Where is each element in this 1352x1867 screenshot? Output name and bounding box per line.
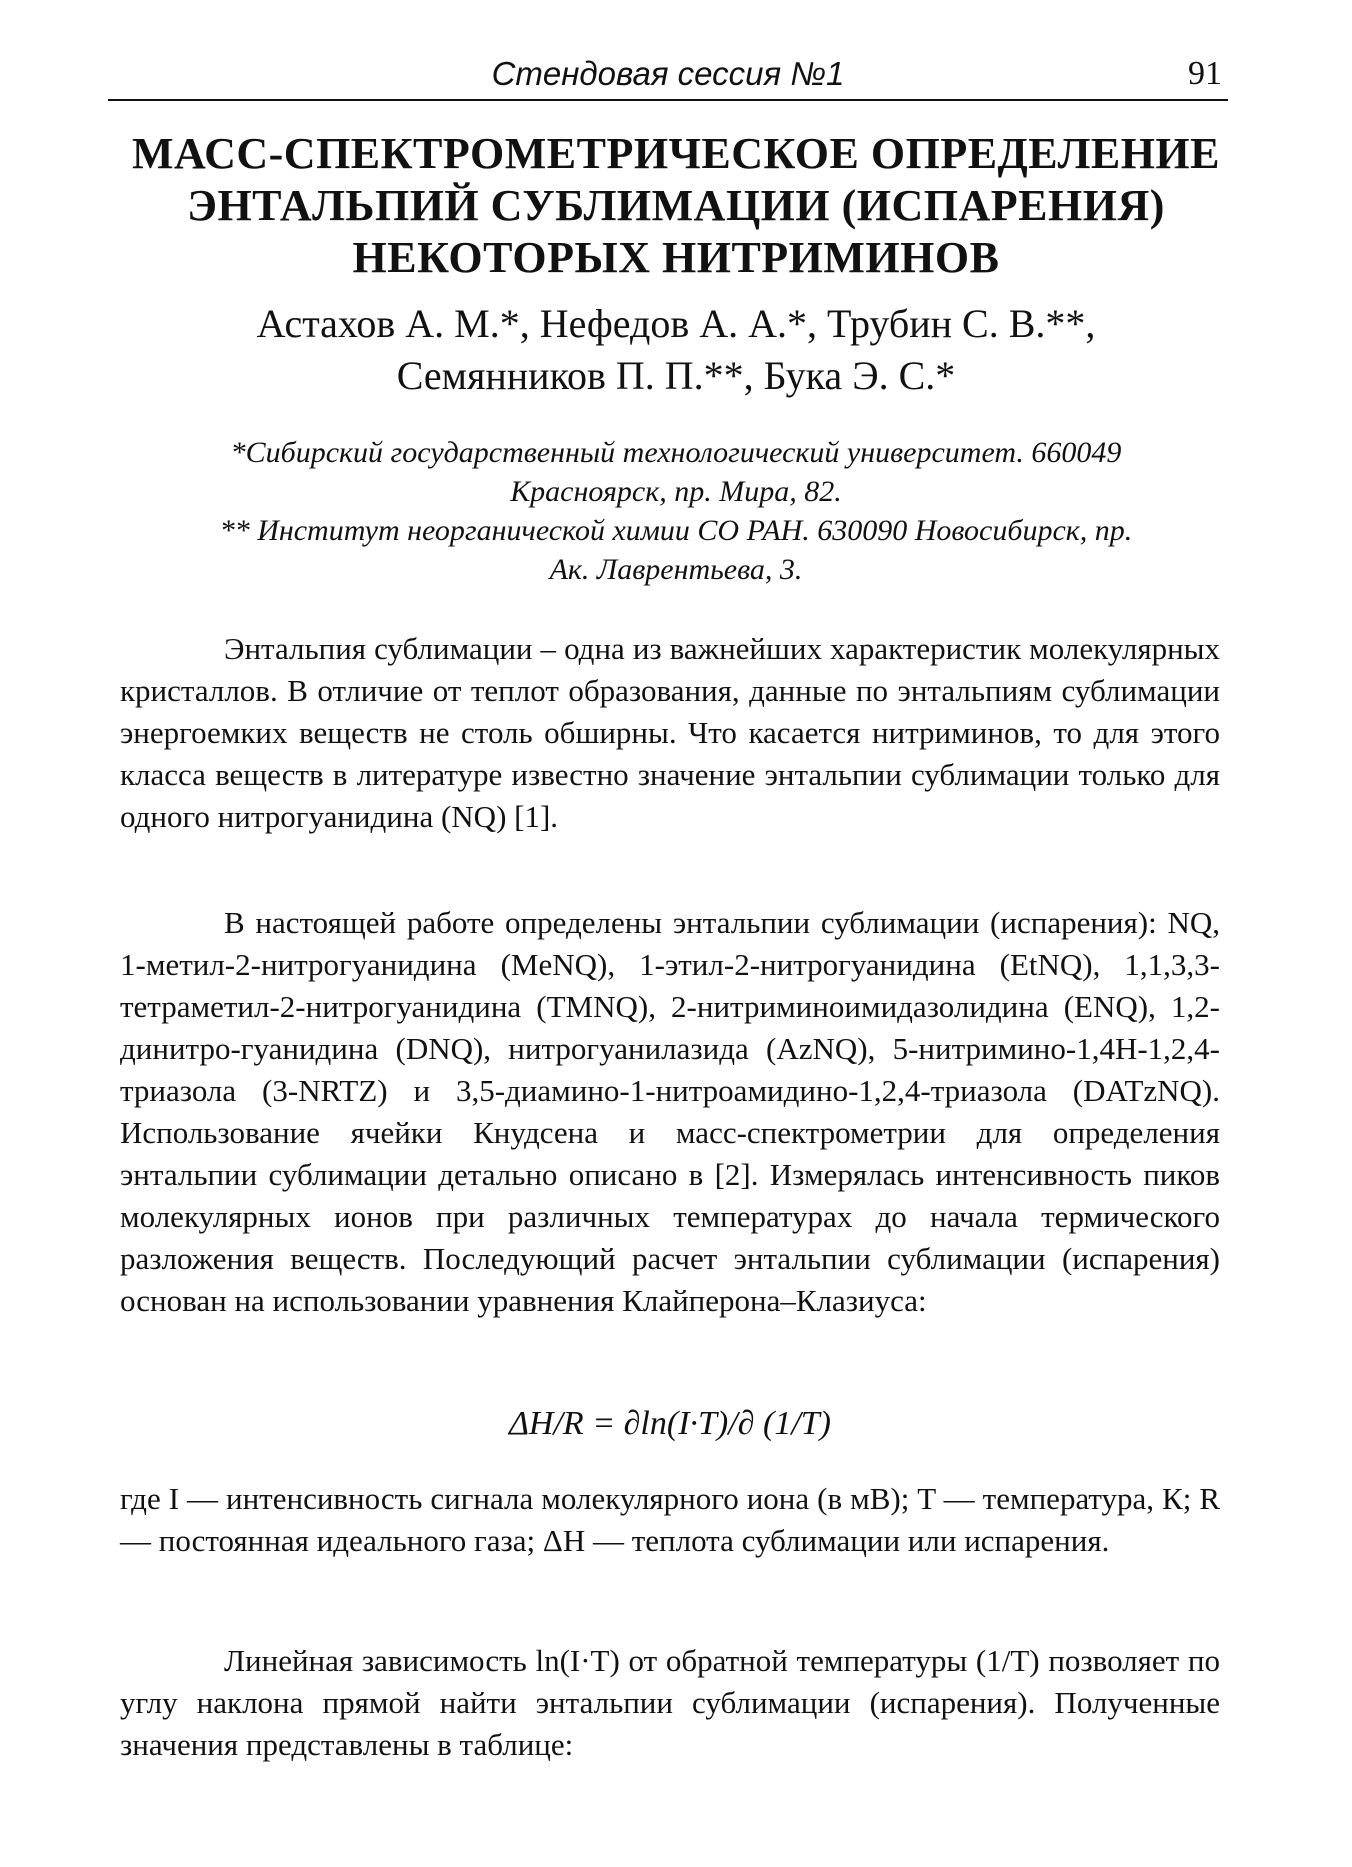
title-line-2: ЭНТАЛЬПИЙ СУБЛИМАЦИИ (ИСПАРЕНИЯ)	[187, 181, 1165, 230]
paragraph-4-text: Линейная зависимость ln(I·T) от обратной температуры (1/T) позволяет по углу наклона прямой найти энтальпии сублимации (испарения). Полученные значения представлены в таблице:	[120, 1643, 1220, 1762]
affiliation-line-2: Красноярск, пр. Мира, 82.	[510, 475, 842, 508]
paragraph-intro	[120, 628, 1220, 838]
affiliation-line-4: Ак. Лаврентьева, 3.	[549, 553, 803, 586]
author-line-1: Астахов А. М.*, Нефедов А. А.*, Трубин С. В.**,	[256, 301, 1096, 346]
page-number: 91	[1188, 55, 1222, 92]
running-header	[108, 55, 1228, 101]
author-line-2: Семянников П. П.**, Бука Э. С.*	[396, 353, 956, 398]
affiliation-line-3: ** Институт неорганической химии СО РАН. 630090 Новосибирск, пр.	[219, 514, 1133, 547]
paragraph-results	[120, 1640, 1220, 1766]
paragraph-2-text: В настоящей работе определены энтальпии сублимации (испарения): NQ, 1-метил-2-нитрогуанидина (MeNQ), 1-этил-2-нитрогуанидина (EtNQ), 1,1,3,3-тетраметил-2-нитрогуанидина (TMNQ), 2-нитриминоимидазолидина (ENQ), 1,2-динитро-гуанидина (DNQ), нитрогуанилазида (AzNQ), 5-нитримино-1,4H-1,2,4-триазола (3-NRTZ) и 3,5-диамино-1-нитроамидино-1,2,4-триазола (DATzNQ). Использование ячейки Кнудсена и масс-спектрометрии для определения энтальпии сублимации детально описано в [2]. Измерялась интенсивность пиков молекулярных ионов при различных температурах до начала термического разложения веществ. Последующий расчет энтальпии сублимации (испарения) основан на использовании уравнения Клайперона–Клазиуса:	[120, 905, 1220, 1318]
title-line-3: НЕКОТОРЫХ НИТРИМИНОВ	[352, 233, 1000, 282]
clapeyron-clausius-formula: ΔH/R = ∂ln(I·T)/∂ (1/T)	[508, 1405, 832, 1442]
running-title: Стендовая сессия №1	[491, 55, 845, 92]
paragraph-1-text: Энтальпия сублимации – одна из важнейших характеристик молекулярных кристаллов. В отличие от теплот образования, данные по энтальпиям сублимации энергоемких веществ не столь обширны. Что касается нитриминов, то для этого класса веществ в литературе известно значение энтальпии сублимации только для одного нитрогуанидина (NQ) [1].	[120, 631, 1220, 834]
affiliation-line-1: *Сибирский государственный технологический университет. 660049	[230, 436, 1122, 469]
article-title	[100, 128, 1252, 284]
paragraph-definitions	[120, 1478, 1220, 1562]
author-list	[100, 298, 1252, 402]
paragraph-method	[120, 902, 1220, 1322]
paragraph-3-text: где I — интенсивность сигнала молекулярного иона (в мВ); T — температура, К; R — постоянная идеального газа; ΔH — теплота сублимации или испарения.	[120, 1481, 1220, 1558]
affiliations	[120, 433, 1232, 589]
title-line-1: МАСС-СПЕКТРОМЕТРИЧЕСКОЕ ОПРЕДЕЛЕНИЕ	[131, 129, 1221, 178]
